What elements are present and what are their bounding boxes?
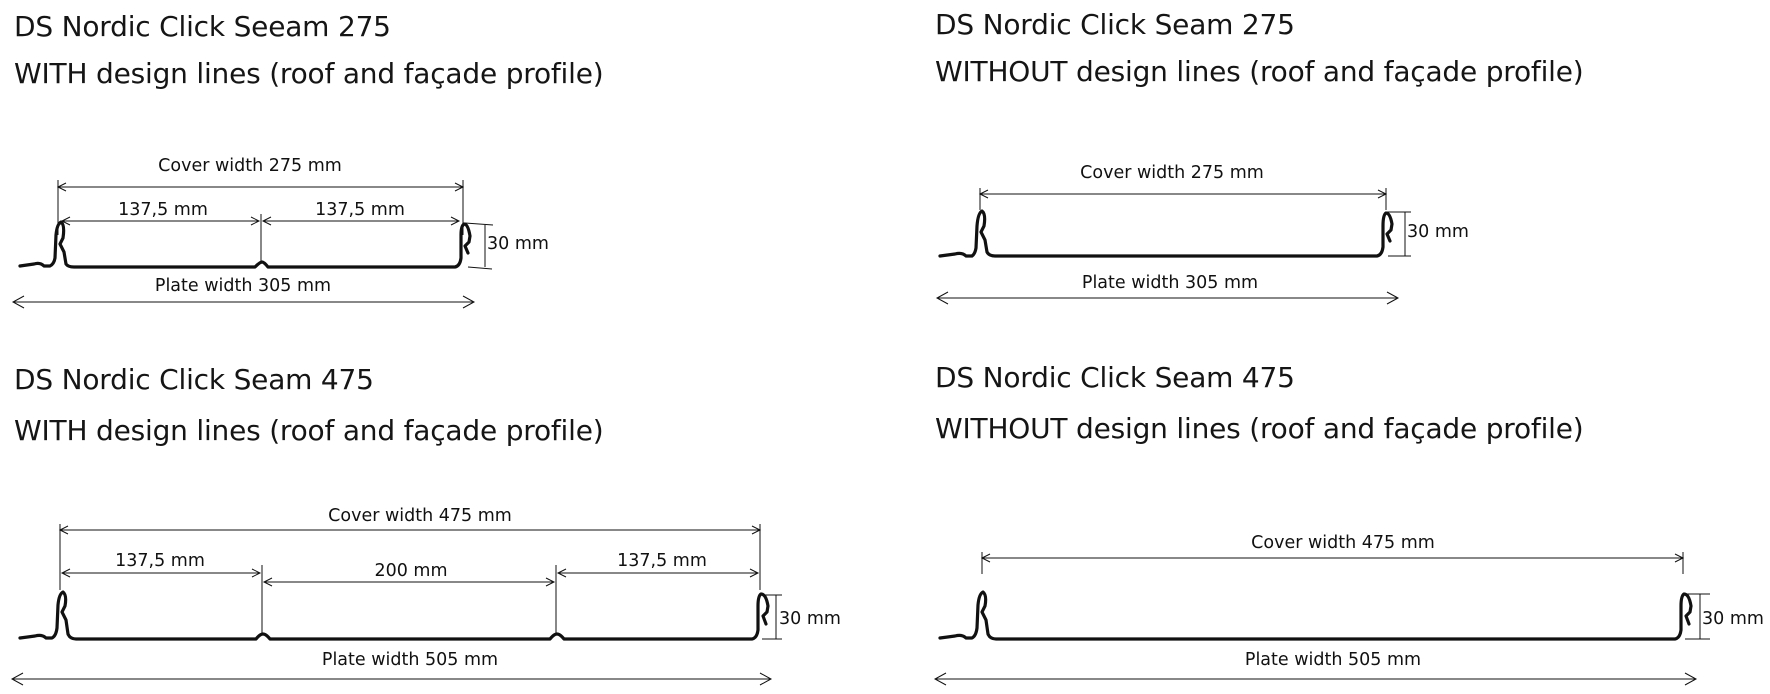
panel-subtitle: WITHOUT design lines (roof and façade profile) [935, 55, 1584, 88]
panel-subtitle: WITH design lines (roof and façade profile) [14, 414, 604, 447]
plate-width-label: Plate width 505 mm [1244, 650, 1422, 670]
plate-width-label: Plate width 305 mm [154, 276, 332, 296]
panel-title: DS Nordic Click Seeam 275 [14, 10, 391, 43]
height-label: 30 mm [779, 609, 841, 629]
cover-width-label: Cover width 475 mm [328, 506, 512, 526]
segment-label: 200 mm [374, 561, 448, 581]
panel-subtitle: WITH design lines (roof and façade profile) [14, 57, 604, 90]
segment-label: 137,5 mm [315, 200, 405, 220]
cover-width-label: Cover width 275 mm [158, 156, 342, 176]
panel-subtitle: WITHOUT design lines (roof and façade profile) [935, 412, 1584, 445]
sheet-profile [940, 592, 1691, 639]
cover-width-label: Cover width 475 mm [1251, 533, 1435, 553]
panel-title: DS Nordic Click Seam 475 [935, 361, 1295, 394]
segment-label: 137,5 mm [617, 551, 707, 571]
segment-label: 137,5 mm [115, 551, 205, 571]
panel-title: DS Nordic Click Seam 275 [935, 8, 1295, 41]
plate-width-label: Plate width 305 mm [1081, 273, 1259, 293]
height-label: 30 mm [1702, 609, 1764, 629]
cover-width-label: Cover width 275 mm [1080, 163, 1264, 183]
panel-title: DS Nordic Click Seam 475 [14, 363, 374, 396]
plate-width-label: Plate width 505 mm [321, 650, 499, 670]
height-label: 30 mm [1407, 222, 1469, 242]
height-label: 30 mm [487, 234, 549, 254]
segment-label: 137,5 mm [118, 200, 208, 220]
